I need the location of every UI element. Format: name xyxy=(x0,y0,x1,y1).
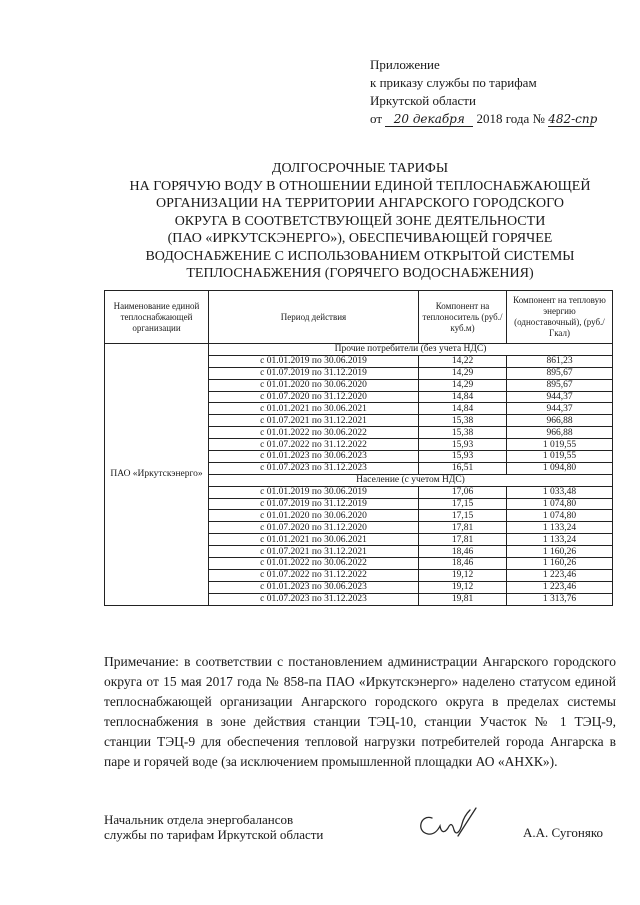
energy-cell: 1 094,80 xyxy=(507,462,613,474)
carrier-cell: 17,15 xyxy=(419,510,507,522)
table-body xyxy=(105,344,613,606)
period-cell: с 01.01.2022 по 30.06.2022 xyxy=(209,558,419,570)
energy-cell: 1 019,55 xyxy=(507,439,613,451)
carrier-cell: 18,46 xyxy=(419,546,507,558)
title-line: НА ГОРЯЧУЮ ВОДУ В ОТНОШЕНИИ ЕДИНОЙ ТЕПЛОСНАБЖАЮЩЕЙ xyxy=(129,178,591,194)
carrier-cell: 16,51 xyxy=(419,462,507,474)
period-cell: с 01.01.2020 по 30.06.2020 xyxy=(209,379,419,391)
title-line: ОРГАНИЗАЦИИ НА ТЕРРИТОРИИ АНГАРСКОГО ГОРОДСКОГО xyxy=(156,196,564,211)
period-cell: с 01.01.2022 по 30.06.2022 xyxy=(209,427,419,439)
signatory-position-line-1: Начальник отдела энергобалансов xyxy=(104,812,294,827)
period-cell: с 01.07.2023 по 31.12.2023 xyxy=(209,593,419,605)
appendix-line-1: Приложение xyxy=(370,57,440,72)
carrier-cell: 15,93 xyxy=(419,439,507,451)
appendix-line-2: к приказу службы по тарифам xyxy=(370,75,537,90)
carrier-cell: 14,29 xyxy=(419,367,507,379)
title-line: ОКРУГА В СООТВЕТСТВУЮЩЕЙ ЗОНЕ ДЕЯТЕЛЬНОСТИ xyxy=(174,213,546,229)
period-cell: с 01.01.2021 по 30.06.2021 xyxy=(209,534,419,546)
carrier-cell: 14,84 xyxy=(419,403,507,415)
document-title xyxy=(100,160,620,283)
signatory-position-line-2: службы по тарифам Иркутской области xyxy=(104,827,324,842)
carrier-cell: 15,93 xyxy=(419,451,507,463)
energy-cell: 861,23 xyxy=(507,355,613,367)
energy-cell: 1 133,24 xyxy=(507,534,613,546)
energy-cell: 944,37 xyxy=(507,403,613,415)
carrier-cell: 19,12 xyxy=(419,581,507,593)
energy-cell: 895,67 xyxy=(507,379,613,391)
handwritten-order-number: 482-спр xyxy=(548,112,598,126)
header-period: Период действия xyxy=(209,291,419,344)
energy-cell: 1 074,80 xyxy=(507,510,613,522)
period-cell: с 01.01.2023 по 30.06.2023 xyxy=(209,451,419,463)
period-cell: с 01.01.2021 по 30.06.2021 xyxy=(209,403,419,415)
energy-cell: 1 033,48 xyxy=(507,486,613,498)
energy-cell: 1 074,80 xyxy=(507,498,613,510)
energy-cell: 1 223,46 xyxy=(507,569,613,581)
header-carrier: Компонент на теплоноситель (руб./куб.м) xyxy=(419,291,507,344)
title-line: ВОДОСНАБЖЕНИЕ С ИСПОЛЬЗОВАНИЕМ ОТКРЫТОЙ СИСТЕМЫ xyxy=(145,248,575,264)
period-cell: с 01.07.2021 по 31.12.2021 xyxy=(209,415,419,427)
carrier-cell: 17,81 xyxy=(419,534,507,546)
carrier-cell: 15,38 xyxy=(419,415,507,427)
energy-cell: 966,88 xyxy=(507,427,613,439)
carrier-cell: 19,81 xyxy=(419,593,507,605)
period-cell: с 01.01.2020 по 30.06.2020 xyxy=(209,510,419,522)
period-cell: с 01.07.2020 по 31.12.2020 xyxy=(209,522,419,534)
period-cell: с 01.07.2020 по 31.12.2020 xyxy=(209,391,419,403)
period-cell: с 01.07.2022 по 31.12.2022 xyxy=(209,569,419,581)
energy-cell: 944,37 xyxy=(507,391,613,403)
note-paragraph: Примечание: в соответствии с постановлением администрации Ангарского городского округа от 15 мая 2017 года № 858-па ПАО «Иркутскэнерго» наделено статусом единой теплоснабжающей организации Ангарского городского округа в пределах системы теплоснабжения в зоне действия станции ТЭЦ-10, станции Участок № 1 ТЭЦ-9, станции ТЭЦ-9 для обеспечения тепловой нагрузки потребителей города Ангарска в паре и горячей воде (за исключением промышленной площадки АО «АНХК»). xyxy=(104,654,616,769)
energy-cell: 1 160,26 xyxy=(507,558,613,570)
carrier-cell: 14,84 xyxy=(419,391,507,403)
energy-cell: 1 019,55 xyxy=(507,451,613,463)
tariffs-table xyxy=(104,290,613,606)
appendix-from-prefix: от xyxy=(370,111,383,126)
period-cell: с 01.01.2019 по 30.06.2019 xyxy=(209,486,419,498)
signatory-name: А.А. Сугоняко xyxy=(523,825,603,840)
org-name-cell: ПАО «Иркутскэнерго» xyxy=(105,344,209,606)
title-line: ТЕПЛОСНАБЖЕНИЯ (ГОРЯЧЕГО ВОДОСНАБЖЕНИЯ) xyxy=(186,266,534,281)
energy-cell: 895,67 xyxy=(507,367,613,379)
carrier-cell: 17,81 xyxy=(419,522,507,534)
consumer-group-label: Население (с учетом НДС) xyxy=(209,474,613,486)
period-cell: с 01.07.2019 по 31.12.2019 xyxy=(209,498,419,510)
period-cell: с 01.07.2023 по 31.12.2023 xyxy=(209,462,419,474)
carrier-cell: 17,06 xyxy=(419,486,507,498)
handwritten-date: 20 декабря xyxy=(385,112,473,127)
carrier-cell: 18,46 xyxy=(419,558,507,570)
energy-cell: 1 223,46 xyxy=(507,581,613,593)
table-header-row xyxy=(105,291,613,344)
title-line: ДОЛГОСРОЧНЫЕ ТАРИФЫ xyxy=(271,161,449,176)
carrier-cell: 17,15 xyxy=(419,498,507,510)
carrier-cell: 14,22 xyxy=(419,355,507,367)
period-cell: с 01.01.2023 по 30.06.2023 xyxy=(209,581,419,593)
appendix-line-3: Иркутской области xyxy=(370,93,476,108)
carrier-cell: 19,12 xyxy=(419,569,507,581)
period-cell: с 01.07.2022 по 31.12.2022 xyxy=(209,439,419,451)
carrier-cell: 14,29 xyxy=(419,379,507,391)
signatory-position xyxy=(104,812,323,842)
energy-cell: 1 313,76 xyxy=(507,593,613,605)
handwritten-signature xyxy=(410,806,490,846)
header-energy: Компонент на тепловую энергию (одноставочный), (руб./Гкал) xyxy=(507,291,613,344)
energy-cell: 1 133,24 xyxy=(507,522,613,534)
carrier-cell: 15,38 xyxy=(419,427,507,439)
energy-cell: 1 160,26 xyxy=(507,546,613,558)
period-cell: с 01.07.2019 по 31.12.2019 xyxy=(209,367,419,379)
appendix-block xyxy=(370,56,598,128)
period-cell: с 01.07.2021 по 31.12.2021 xyxy=(209,546,419,558)
appendix-year-text: 2018 года № xyxy=(476,111,545,126)
title-line: (ПАО «ИРКУТСКЭНЕРГО»), ОБЕСПЕЧИВАЮЩЕЙ ГОРЯЧЕЕ xyxy=(167,231,553,246)
energy-cell: 966,88 xyxy=(507,415,613,427)
consumer-group-label: Прочие потребители (без учета НДС) xyxy=(209,344,613,356)
appendix-order-line xyxy=(370,110,598,128)
header-org: Наименование единой теплоснабжающей организации xyxy=(105,291,209,344)
period-cell: с 01.01.2019 по 30.06.2019 xyxy=(209,355,419,367)
group-row xyxy=(105,344,613,356)
